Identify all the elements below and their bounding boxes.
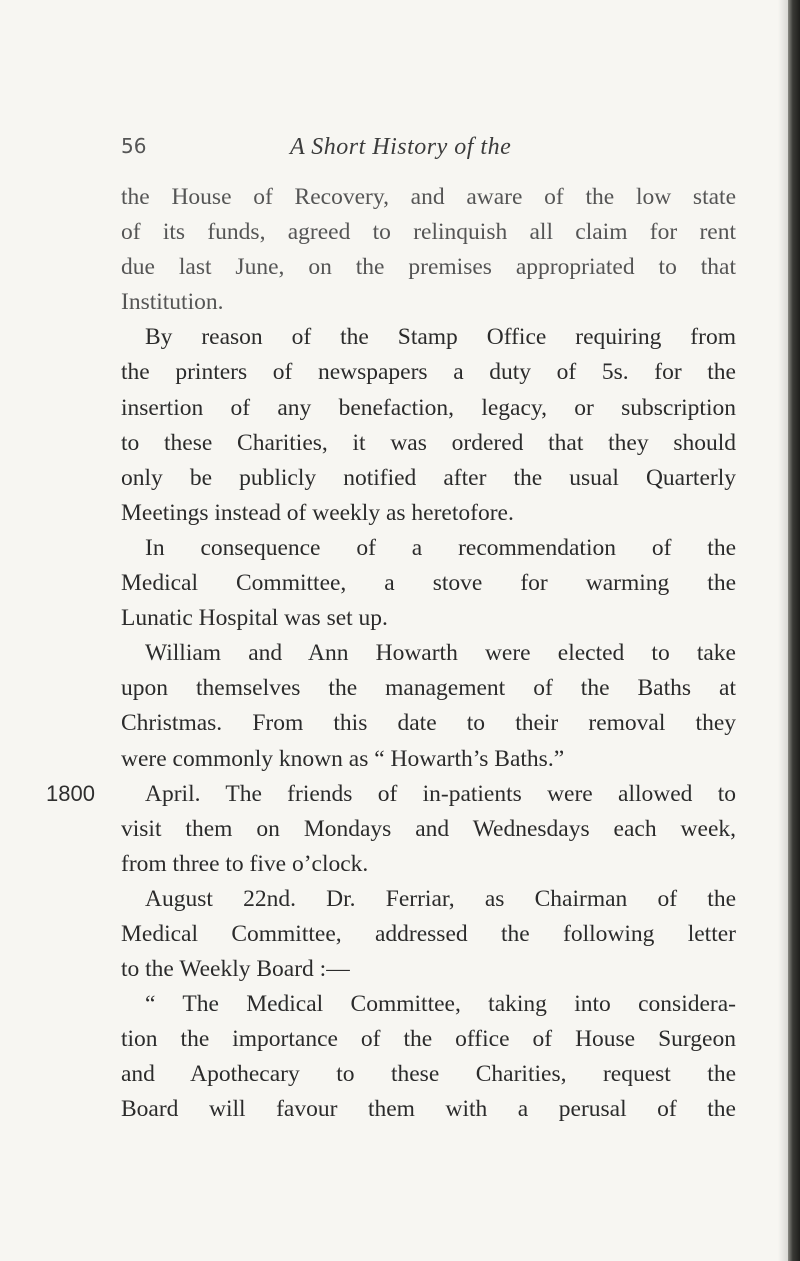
text-line: Meetings instead of weekly as heretofore. [121,499,514,526]
text-line: “ The Medical Committee, taking into considera- [145,991,736,1018]
text-line: April. The friends of in-patients were allowed to [145,780,736,807]
text-line: Medical Committee, a stove for warming the [121,570,736,597]
text-line: Board will favour them with a perusal of the [121,1096,736,1123]
page-number: 56 [121,134,147,158]
text-line: only be publicly notified after the usual Quarterly [121,464,736,491]
text-line: to these Charities, it was ordered that they should [121,429,736,456]
text-line: were commonly known as “ Howarth’s Baths.” [121,745,565,772]
text-line: Lunatic Hospital was set up. [121,605,388,632]
text-line: tion the importance of the office of House Surgeon [121,1026,736,1053]
text-line: insertion of any benefaction, legacy, or subscription [121,394,736,421]
text-line: of its funds, agreed to relinquish all claim for rent [121,219,736,246]
text-line: August 22nd. Dr. Ferriar, as Chairman of the [145,885,736,912]
text-line: In consequence of a recommendation of the [145,534,736,561]
text-line: Medical Committee, addressed the following letter [121,920,736,947]
text-line: from three to five o’clock. [121,850,369,877]
text-line: Institution. [121,289,224,316]
text-line: By reason of the Stamp Office requiring from [145,324,736,351]
page-header [0,134,800,164]
text-line: to the Weekly Board :— [121,956,350,983]
text-line: Christmas. From this date to their removal they [121,710,736,737]
text-line: and Apothecary to these Charities, request the [121,1061,736,1088]
spine-shadow [778,0,788,1261]
text-line: the House of Recovery, and aware of the low state [121,184,736,210]
text-line: visit them on Mondays and Wednesdays each week, [121,815,736,842]
text-line: William and Ann Howarth were elected to take [145,640,736,667]
text-line: upon themselves the management of the Baths at [121,675,736,702]
margin-date: 1800 [46,780,95,806]
text-line: the printers of newspapers a duty of 5s. for the [121,359,736,386]
book-spine-edge [788,0,800,1261]
body-text [121,180,736,1128]
running-head: A Short History of the [290,134,512,160]
text-line: due last June, on the premises appropriated to that [121,254,736,281]
